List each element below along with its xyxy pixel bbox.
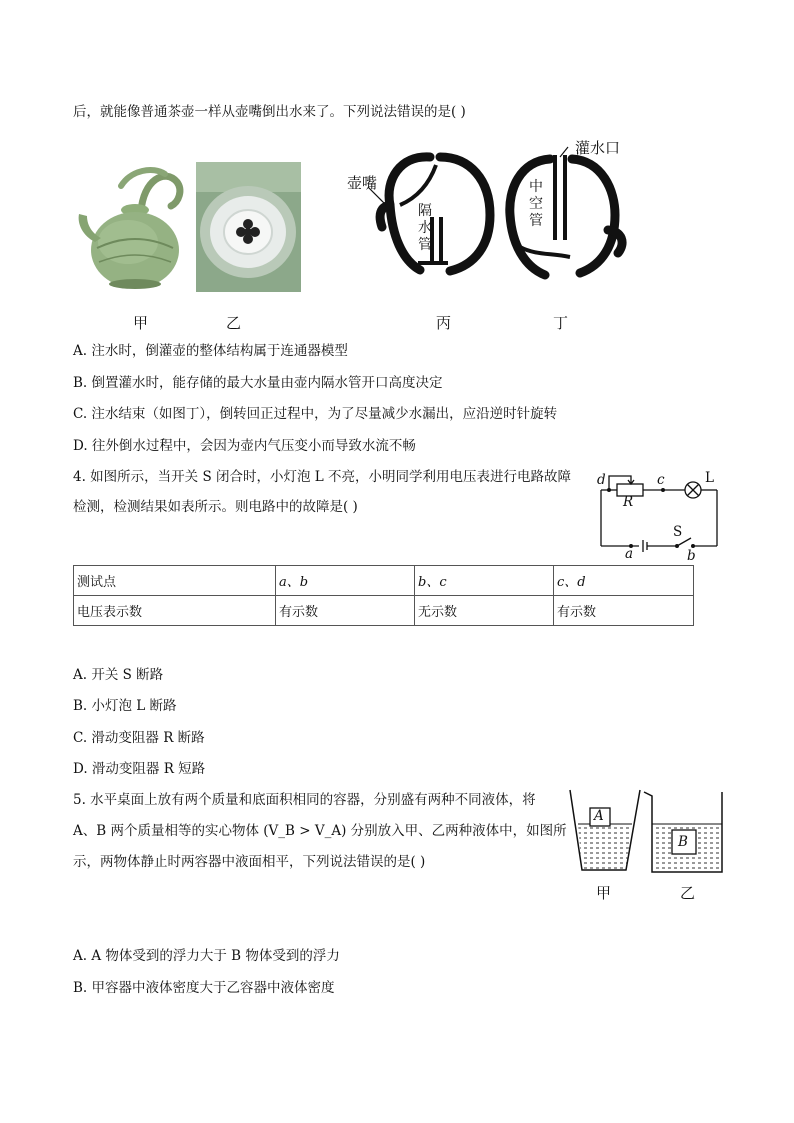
q3-option-a: A. 注水时，倒灌壶的整体结构属于连通器模型 — [73, 343, 348, 359]
q4-option-a: A. 开关 S 断路 — [73, 667, 164, 683]
q3-option-b: B. 倒置灌水时，能存储的最大水量由壶内隔水管开口高度决定 — [73, 375, 443, 391]
q3-option-c: C. 注水结束（如图丁），倒转回正过程中，为了尽量减少水漏出，应沿逆时针旋转 — [73, 406, 558, 422]
q3-intro: 后，就能像普通茶壶一样从壶嘴倒出水来了。下列说法错误的是( ) — [73, 104, 466, 120]
circuit-point-a: a — [625, 546, 634, 562]
table-point: a、b — [276, 566, 415, 596]
voltage-test-table — [73, 565, 694, 626]
table-reading: 无示数 — [415, 596, 554, 626]
q3-option-d: D. 往外倒水过程中，会因为壶内气压变小而导致水流不畅 — [73, 438, 416, 454]
fig-label-ding: 丁 — [553, 314, 569, 332]
fig-label-jia: 甲 — [133, 314, 149, 332]
circuit-diagram — [595, 468, 725, 564]
fig-label-yi: 乙 — [226, 314, 242, 332]
table-row-label: 电压表示数 — [74, 596, 276, 626]
teapot-photo — [73, 160, 189, 292]
q4-stem-line-2: 检测，检测结果如表所示。则电路中的故障是( ) — [73, 499, 358, 515]
q5-stem-line-2: A、B 两个质量相等的实心物体 (V_B > V_A) 分别放入甲、乙两种液体中，如图所 — [73, 823, 567, 839]
table-row — [74, 596, 694, 626]
label-partition-tube-char-3: 管 — [418, 237, 432, 253]
q4-stem-line-1: 4. 如图所示，当开关 S 闭合时，小灯泡 L 不亮，小明同学利用电压表进行电路故障 — [73, 469, 572, 485]
circuit-point-c: c — [657, 472, 665, 488]
q4-option-d: D. 滑动变阻器 R 短路 — [73, 761, 206, 777]
circuit-label-r: R — [623, 494, 634, 510]
cross-section-drawing — [340, 135, 640, 295]
container-label-yi: 乙 — [680, 884, 696, 902]
label-partition-tube-char-1: 隔 — [418, 203, 432, 219]
label-spout: 壶嘴 — [347, 174, 378, 192]
block-b-label: B — [678, 834, 688, 850]
label-hollow-tube-char-3: 管 — [529, 213, 543, 229]
q4-option-b: B. 小灯泡 L 断路 — [73, 698, 177, 714]
circuit-point-b: b — [687, 548, 696, 564]
table-point: c、d — [554, 566, 694, 596]
label-partition-tube — [417, 203, 433, 254]
pot-bottom-photo — [196, 162, 301, 292]
teapot-cross-sections — [340, 135, 640, 295]
table-point: b、c — [415, 566, 554, 596]
label-fill-port: 灌水口 — [575, 139, 621, 157]
label-hollow-tube-char-2: 空 — [529, 196, 543, 212]
q5-option-b: B. 甲容器中液体密度大于乙容器中液体密度 — [73, 980, 335, 996]
q5-stem-line-3: 示，两物体静止时两容器中液面相平，下列说法错误的是( ) — [73, 854, 426, 870]
q5-stem-line-1: 5. 水平桌面上放有两个质量和底面积相同的容器，分别盛有两种不同液体，将 — [73, 792, 536, 808]
container-label-jia: 甲 — [596, 884, 612, 902]
circuit-label-l: L — [705, 470, 714, 486]
containers-figure — [560, 786, 730, 904]
circuit-point-d: d — [597, 472, 606, 488]
table-row — [74, 566, 694, 596]
fig-label-bing: 丙 — [436, 314, 452, 332]
block-a-label: A — [594, 808, 604, 824]
q5-option-a: A. A 物体受到的浮力大于 B 物体受到的浮力 — [73, 948, 340, 964]
label-hollow-tube — [528, 179, 544, 230]
table-header-label: 测试点 — [74, 566, 276, 596]
q4-option-c: C. 滑动变阻器 R 断路 — [73, 730, 205, 746]
table-reading: 有示数 — [276, 596, 415, 626]
label-hollow-tube-char-1: 中 — [529, 179, 543, 195]
table-reading: 有示数 — [554, 596, 694, 626]
circuit-label-s: S — [673, 524, 683, 540]
label-partition-tube-char-2: 水 — [418, 220, 432, 236]
